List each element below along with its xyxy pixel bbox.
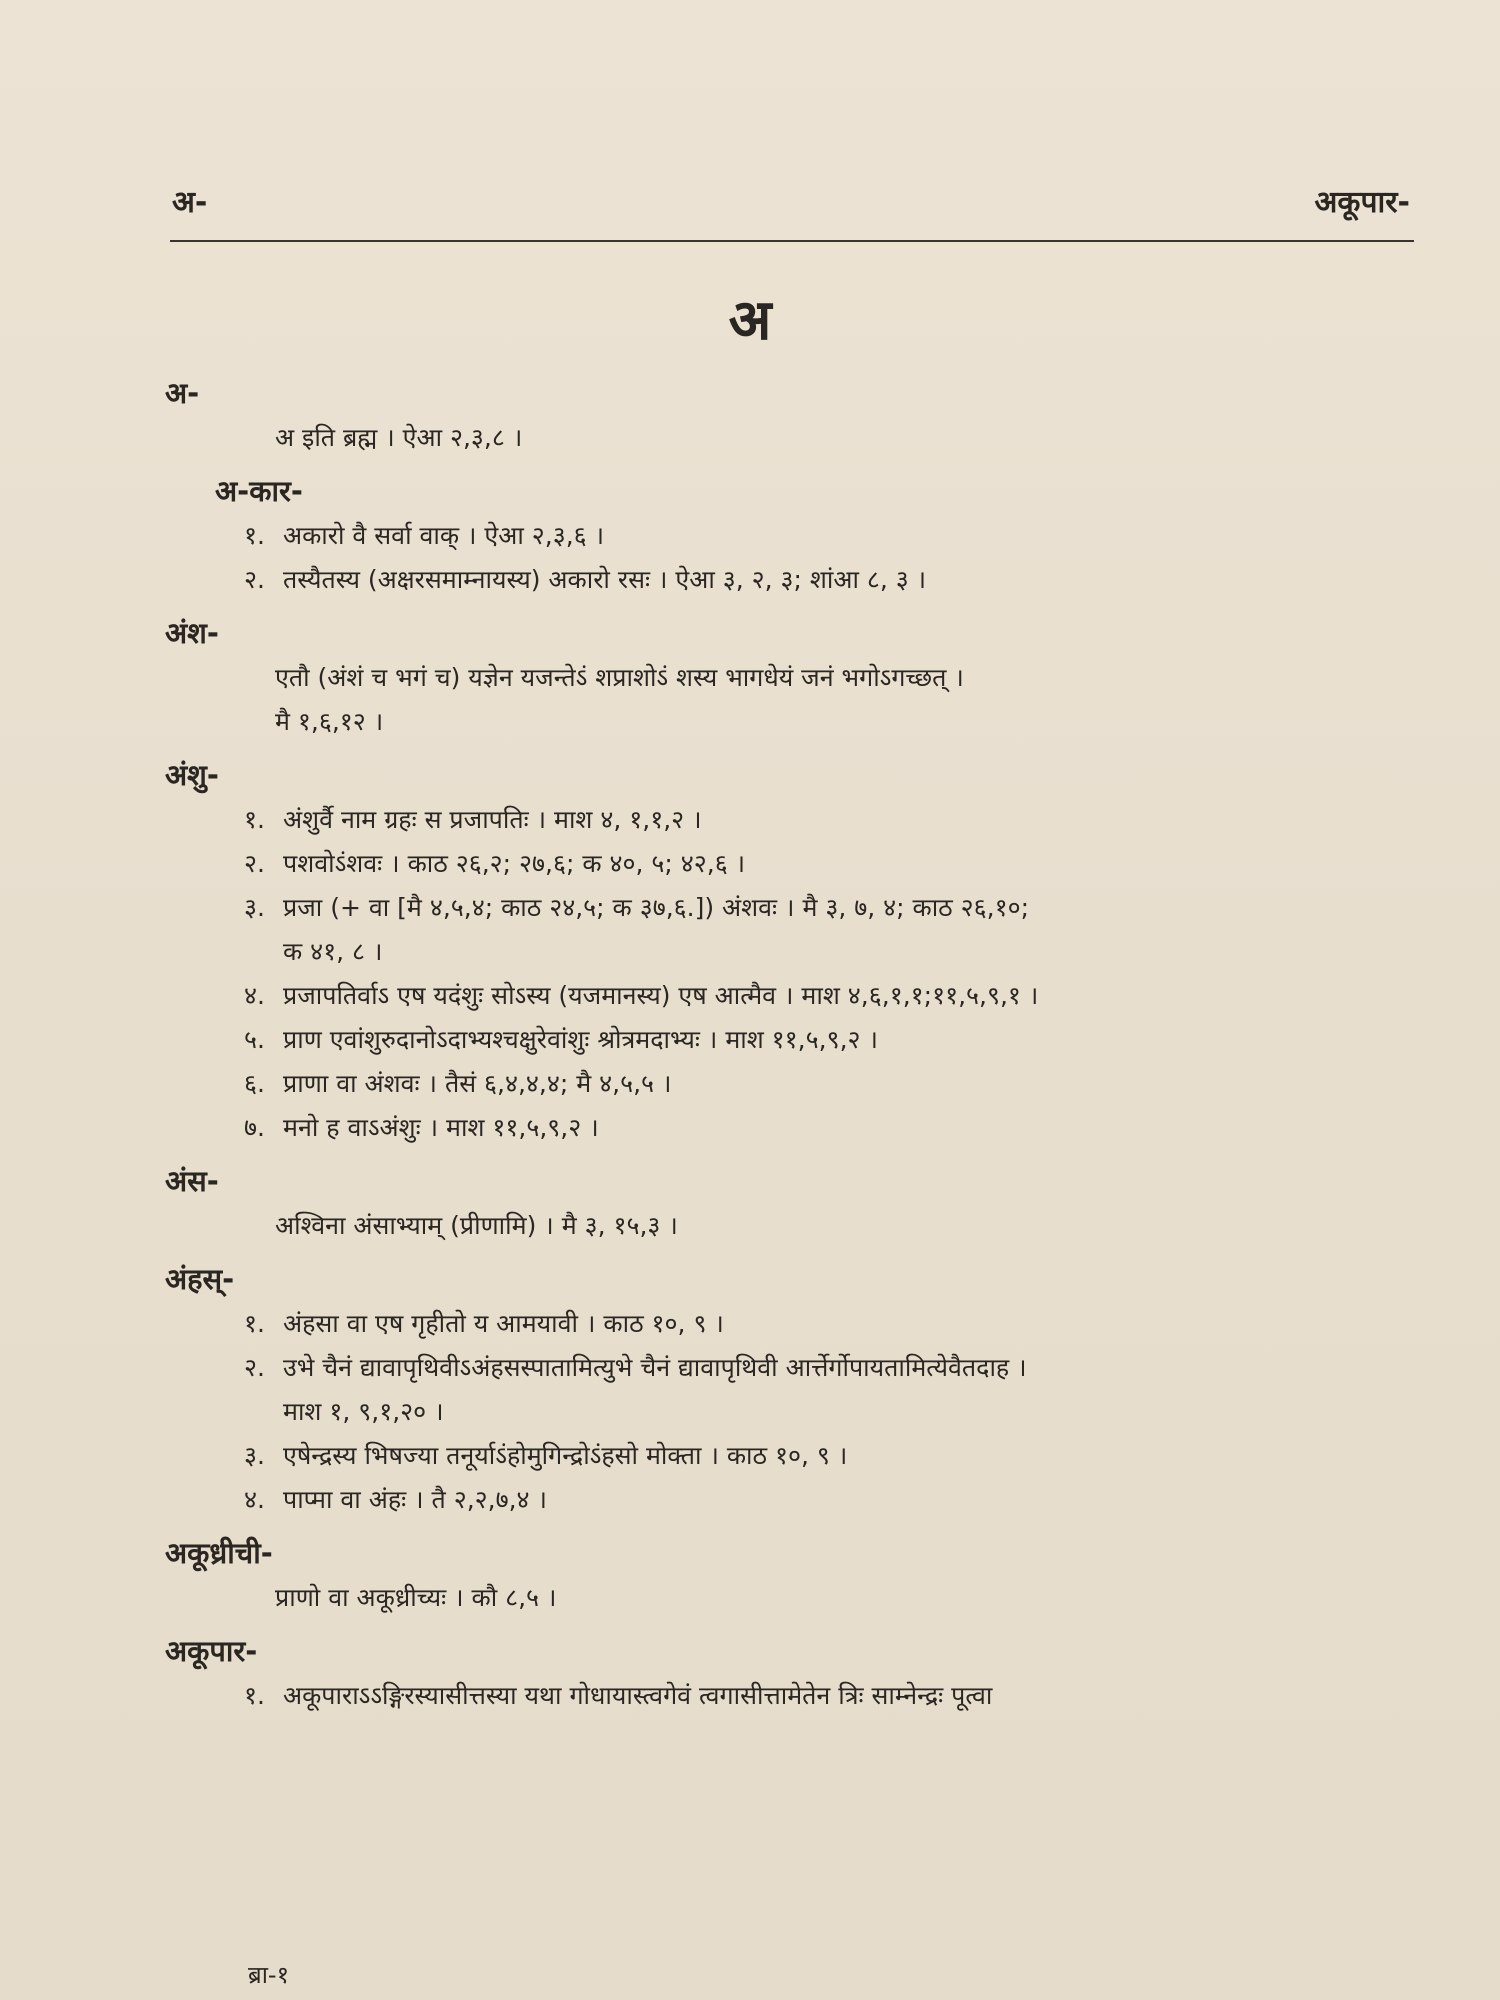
item-number: ६. bbox=[244, 1069, 265, 1098]
entry-item bbox=[165, 1346, 1380, 1390]
running-header bbox=[172, 180, 1410, 224]
item-text: प्रजापतिर्वाऽ एष यदंशुः सोऽस्य (यजमानस्य) एष आत्मैव । माश ४,६,१,१;११,५,९,१ । bbox=[283, 981, 1039, 1010]
item-number: १. bbox=[244, 805, 265, 834]
item-number: २. bbox=[244, 1353, 265, 1382]
item-text: मनो ह वाऽअंशुः । माश ११,५,९,२ । bbox=[283, 1113, 599, 1142]
entry-item bbox=[165, 514, 1380, 558]
entry-item bbox=[165, 1302, 1380, 1346]
item-text-continued: माश १, ९,१,२० । bbox=[283, 1397, 444, 1426]
page-footer-signature: ब्रा-१ bbox=[248, 1961, 290, 1989]
item-text: एषेन्द्रस्य भिषज्या तनूर्याऽंहोमुगिन्द्रोऽंहसो मोक्ता । काठ १०, ९ । bbox=[283, 1441, 848, 1470]
item-text: पशवोऽंशवः । काठ २६,२; २७,६; क ४०, ५; ४२,६ । bbox=[283, 849, 746, 878]
entry-item bbox=[165, 1434, 1380, 1478]
section-letter: अ bbox=[728, 288, 772, 353]
entry-headword: अंश- bbox=[165, 616, 219, 650]
item-text: प्राणा वा अंशवः । तैसं ६,४,४,४; मै ४,५,५ । bbox=[283, 1069, 672, 1098]
item-text: प्राण एवांशुरुदानोऽदाभ्यश्चक्षुरेवांशुः श्रोत्रमदाभ्यः । माश ११,५,९,२ । bbox=[283, 1025, 878, 1054]
entry-headword: अ-कार- bbox=[215, 474, 303, 508]
item-text-continued: क ४१, ८ । bbox=[283, 937, 383, 966]
entry-item bbox=[165, 842, 1380, 886]
item-number: २. bbox=[244, 849, 265, 878]
entry-item bbox=[165, 798, 1380, 842]
running-header-right: अकूपार- bbox=[1314, 185, 1410, 220]
entry-item bbox=[165, 974, 1380, 1018]
entry-item bbox=[165, 1106, 1380, 1150]
item-number: १. bbox=[244, 1309, 265, 1338]
entry-item bbox=[165, 558, 1380, 602]
entry-item bbox=[165, 886, 1380, 930]
item-text: तस्यैतस्य (अक्षरसमाम्नायस्य) अकारो रसः । ऐआ ३, २, ३; शांआ ८, ३ । bbox=[283, 565, 927, 594]
item-number: ७. bbox=[244, 1113, 265, 1142]
item-number: ५. bbox=[244, 1025, 265, 1054]
entry-headword: अ- bbox=[165, 376, 200, 410]
item-number: ४. bbox=[244, 1485, 265, 1514]
item-text: उभे चैनं द्यावापृथिवीऽअंहसस्पातामित्युभे चैनं द्यावापृथिवी आर्त्तेर्गोपायतामित्येवैतदाह । bbox=[283, 1353, 1027, 1382]
dictionary-entries bbox=[165, 362, 1380, 1718]
item-number: ३. bbox=[244, 1441, 265, 1470]
item-number: १. bbox=[244, 521, 265, 550]
entry-headword: अकूध्रीची- bbox=[165, 1536, 273, 1570]
entry-item bbox=[165, 1674, 1380, 1718]
entry-headword: अंहस्- bbox=[165, 1262, 235, 1296]
item-number: ३. bbox=[244, 893, 265, 922]
header-rule bbox=[170, 240, 1414, 242]
item-text: अकारो वै सर्वा वाक् । ऐआ २,३,६ । bbox=[283, 521, 605, 550]
entry-item bbox=[165, 1062, 1380, 1106]
entry-headword: अकूपार- bbox=[165, 1634, 258, 1668]
entry-text: मै १,६,१२ । bbox=[275, 707, 384, 736]
entry-item bbox=[165, 1478, 1380, 1522]
entry-headword: अंस- bbox=[165, 1164, 219, 1198]
item-text: पाप्मा वा अंहः । तै २,२,७,४ । bbox=[283, 1485, 547, 1514]
entry-text: अ इति ब्रह्म । ऐआ २,३,८ । bbox=[275, 423, 523, 452]
item-text: अंशुर्वै नाम ग्रहः स प्रजापतिः । माश ४, १,१,२ । bbox=[283, 805, 702, 834]
running-header-left: अ- bbox=[172, 185, 208, 220]
entry-text: एतौ (अंशं च भगं च) यज्ञेन यजन्तेऽं शप्राशोऽं शस्य भागधेयं जनं भगोऽगच्छत् । bbox=[275, 663, 964, 692]
item-number: ४. bbox=[244, 981, 265, 1010]
item-text: अकूपाराऽऽङ्गिरस्यासीत्तस्या यथा गोधायास्त्वगेवं त्वगासीत्तामेतेन त्रिः साम्नेन्द्रः पूत्वा bbox=[283, 1681, 993, 1710]
item-text: प्रजा (+ वा [मै ४,५,४; काठ २४,५; क ३७,६.]) अंशवः । मै ३, ७, ४; काठ २६,१०; bbox=[283, 893, 1030, 922]
entry-headword: अंशु- bbox=[165, 758, 219, 792]
item-number: २. bbox=[244, 565, 265, 594]
item-number: १. bbox=[244, 1681, 265, 1710]
entry-text: अश्विना अंसाभ्याम् (प्रीणामि) । मै ३, १५,३ । bbox=[275, 1211, 678, 1240]
entry-text: प्राणो वा अकूध्रीच्यः । कौ ८,५ । bbox=[275, 1583, 557, 1612]
item-text: अंहसा वा एष गृहीतो य आमयावी । काठ १०, ९ । bbox=[283, 1309, 724, 1338]
entry-item bbox=[165, 1018, 1380, 1062]
